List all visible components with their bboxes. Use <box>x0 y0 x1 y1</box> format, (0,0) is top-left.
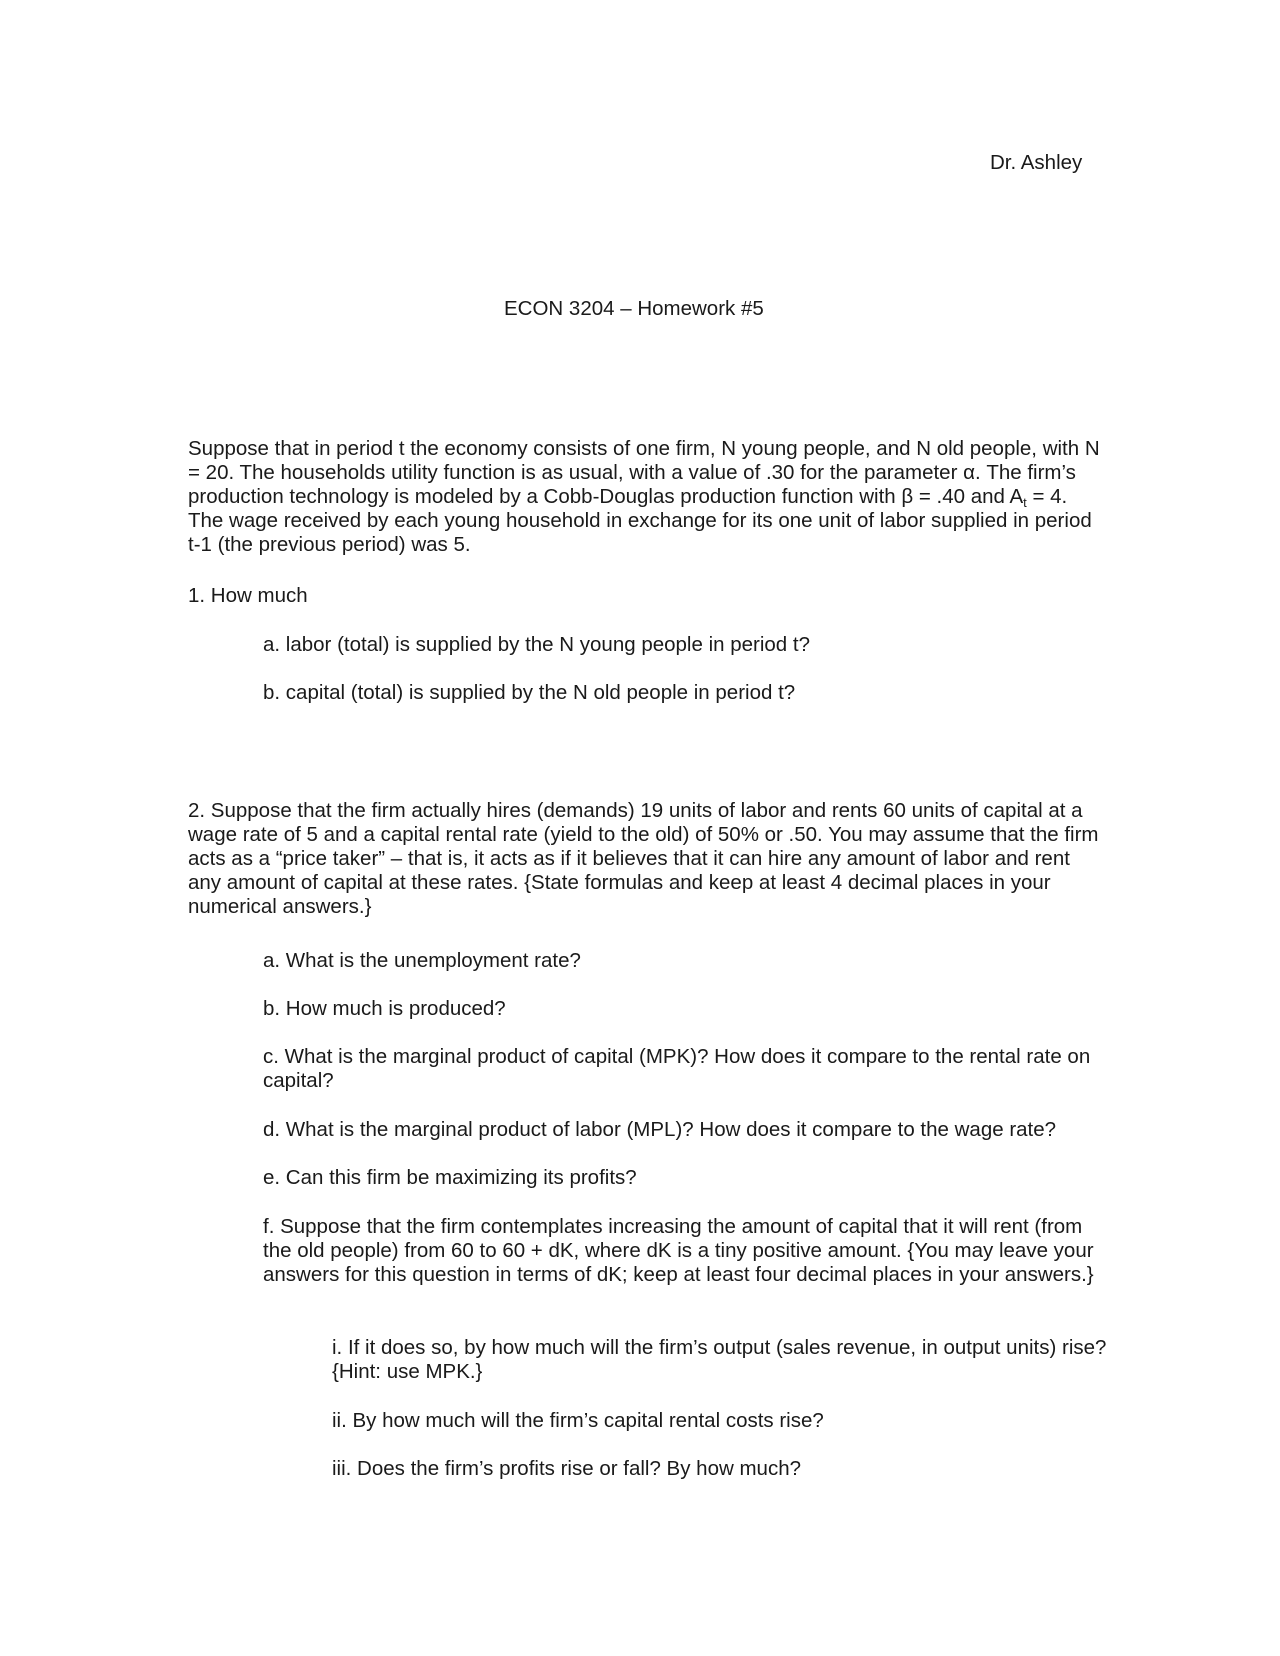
question-1b: b. capital (total) is supplied by the N old people in period t? <box>263 681 796 704</box>
question-2-stem: 2. Suppose that the firm actually hires (demands) 19 units of labor and rents 60 units of capital at a wage rate of 5 and a capital rental rate (yield to the old) of 50% or .50. You may assume that the firm acts as a “price taker” – that is, it acts as if it believes that it can hire any amount of labor and rent any amount of capital at these rates. {State formulas and keep at least 4 decimal places in your numerical answers.} <box>188 799 1099 918</box>
question-2b: b. How much is produced? <box>263 997 506 1020</box>
question-2d: d. What is the marginal product of labor (MPL)? How does it compare to the wage rate? <box>263 1118 1057 1141</box>
question-2f-iii: iii. Does the firm’s profits rise or fall? By how much? <box>332 1457 802 1480</box>
intro-text-part1: Suppose that in period t the economy consists of one firm, N young people, and N old people, with N = 20. The households utility function is as usual, with a value of .30 for the parameter α. The firm’s production technology is modeled by a Cobb-Douglas production function with β = .40 and A <box>188 437 1100 508</box>
question-1-stem: 1. How much <box>188 584 308 607</box>
question-2e: e. Can this firm be maximizing its profits? <box>263 1166 637 1189</box>
intro-paragraph <box>188 437 1100 557</box>
question-2c: c. What is the marginal product of capital (MPK)? How does it compare to the rental rate on capital? <box>263 1045 1091 1092</box>
question-2a: a. What is the unemployment rate? <box>263 949 581 972</box>
intro-subscript: t <box>1023 495 1027 510</box>
question-2f: f. Suppose that the firm contemplates increasing the amount of capital that it will rent (from the old people) from 60 to 60 + dK, where dK is a tiny positive amount. {You may leave your answers for this question in terms of dK; keep at least four decimal places in your answers.} <box>263 1215 1094 1286</box>
question-2f-i: i. If it does so, by how much will the firm’s output (sales revenue, in output units) rise? {Hint: use MPK.} <box>332 1336 1107 1383</box>
intro-text-part2: = 4. The wage received by each young household in exchange for its one unit of labor supplied in period t-1 (the previous period) was 5. <box>188 485 1092 556</box>
author-name: Dr. Ashley <box>990 151 1083 174</box>
question-2f-ii: ii. By how much will the firm’s capital rental costs rise? <box>332 1409 824 1432</box>
document-title: ECON 3204 – Homework #5 <box>504 297 764 320</box>
question-1a: a. labor (total) is supplied by the N young people in period t? <box>263 633 811 656</box>
